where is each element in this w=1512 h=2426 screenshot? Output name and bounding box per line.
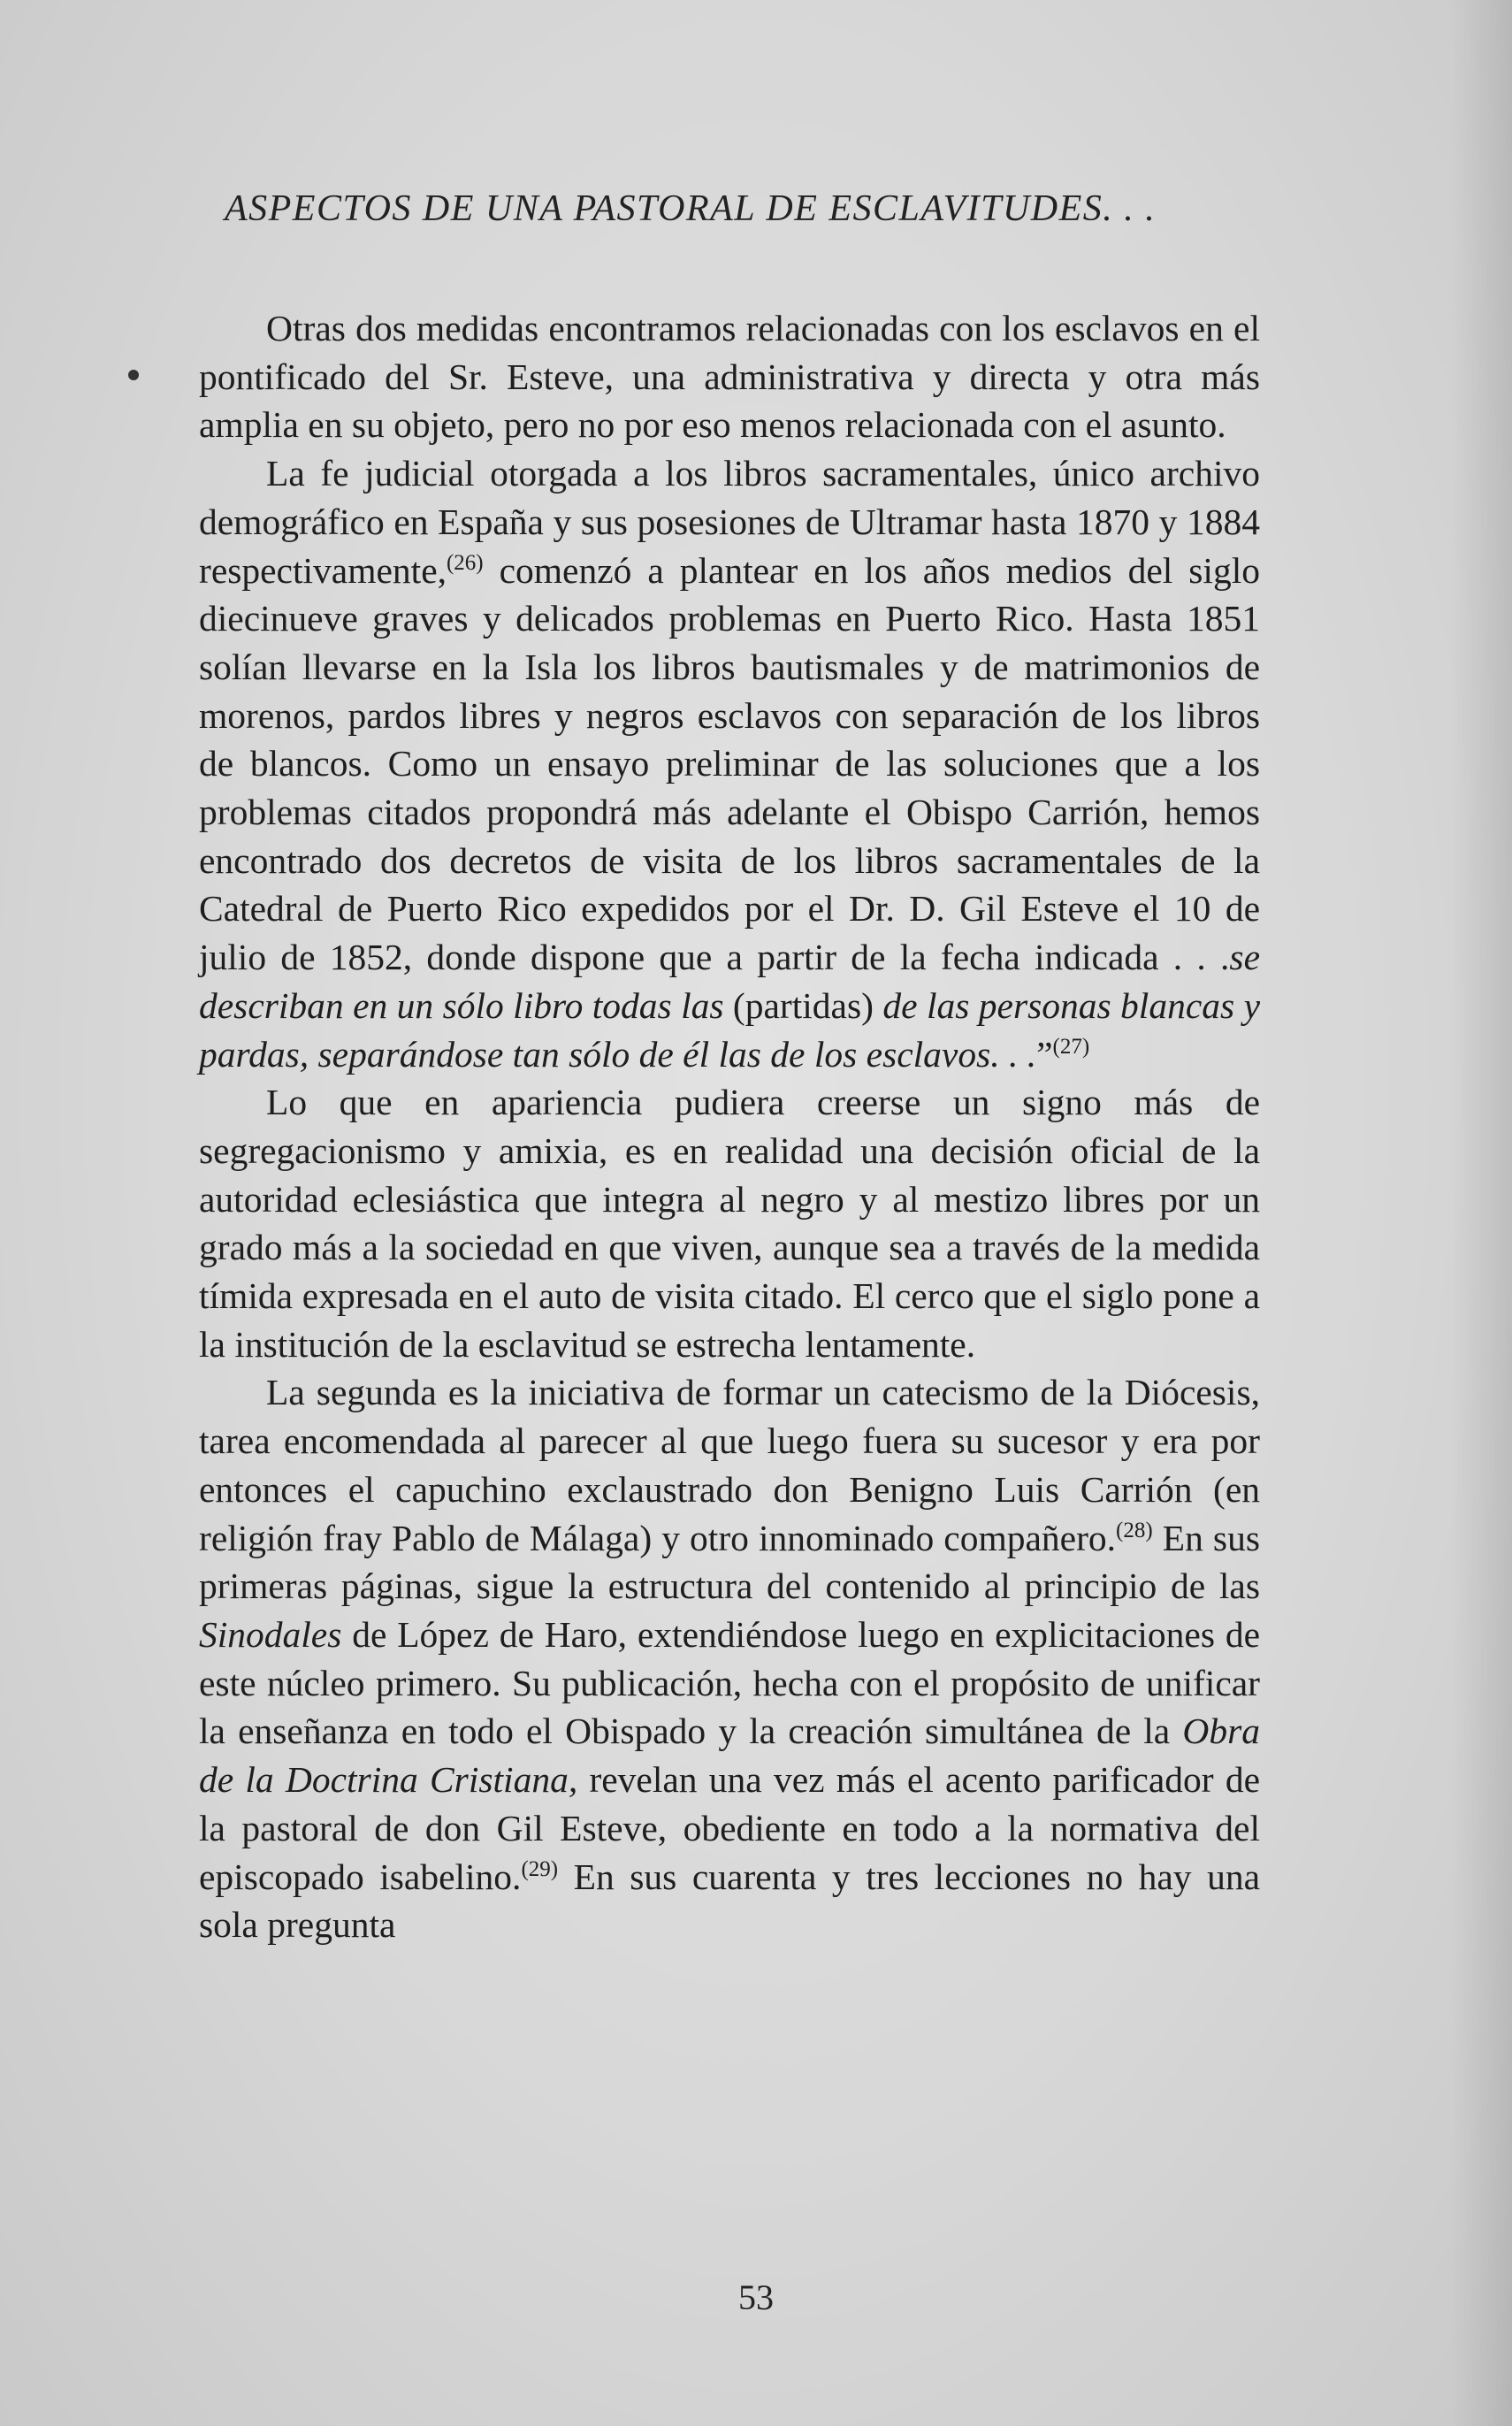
page-number: 53 [738,2277,774,2317]
quote-italic-2: de las personas blancas y pardas, separándose tan sólo de él las de los esclavos. . . [199,984,1260,1075]
footnote-ref-26: (26) [446,550,484,575]
paragraph-2-text-b: comenzó a plantear en los años medios del siglo diecinueve graves y delicados problemas en Puerto Rico. Hasta 1851 solían llevarse en la Isla los libros bautismales y de matrimonios de morenos, pardos libres y negros esclavos con separación de los libros de blancos. Como un ensayo preliminar de las soluciones que a los problemas citados propondrá más adelante el Obispo Carrión, hemos encontrado dos decretos de visita de los libros sacramentales de la Catedral de Puerto Rico expedidos por el Dr. D. Gil Esteve el 10 de julio de 1852, donde dispone que a partir de la fecha indicada . . . [199,549,1260,978]
running-head: ASPECTOS DE UNA PASTORAL DE ESCLAVITUDES. . . [225,188,1157,229]
paragraph-4 [199,1368,1260,1948]
paragraph-4-text-d: de López de Haro, extendiéndose luego en explicitaciones de este núcleo primero. Su publicación, hecha con el propósito de unificar la enseñanza en todo el Obispado y la creación simultánea de la [199,1613,1260,1752]
paragraph-2-text-a: La fe judicial otorgada a los libros sacramentales, único archivo demográfico en España y sus posesiones de Ultramar hasta 1870 y 1884 respectivamente, [199,453,1260,591]
footnote-ref-27: (27) [1052,1034,1090,1059]
paragraph-3: Lo que en apariencia pudiera creerse un signo más de segregacionismo y amixia, es en realidad una decisión oficial de la autoridad eclesiástica que integra al negro y al mestizo libres por un grado más a la sociedad en que viven, aunque sea a través de la medida tímida expresada en el auto de visita citado. El cerco que el siglo pone a la institución de la esclavitud se estrecha lentamente. [199,1082,1260,1365]
paragraph-4-text-g: En sus cuarenta y tres lecciones no hay una sola pregunta [199,1856,1260,1946]
quote-roman-insert: (partidas) [723,984,883,1026]
quote-italic-1: se describan en un sólo libro todas las [199,937,1260,1026]
closing-quote: ” [1036,1033,1053,1075]
footnote-ref-28: (28) [1116,1518,1153,1542]
title-obra-doctrina: Obra de la Doctrina Cristiana, [199,1710,1260,1801]
paragraph-4-text-b: En sus primeras páginas, sigue la estructura del contenido al principio de las [199,1517,1260,1607]
page-edge-shadow [1450,0,1512,2426]
title-sinodales: Sinodales [199,1613,342,1655]
print-speck [128,370,139,380]
paragraph-2 [199,449,1260,1078]
paragraph-4-text-f: revelan una vez más el acento parificador de la pastoral de don Gil Esteve, obediente en todo a la normativa del episcopado isabelino. [199,1759,1260,1897]
paragraph-1: Otras dos medidas encontramos relacionadas con los esclavos en el pontificado del Sr. Esteve, una administrativa y directa y otra más amplia en su objeto, pero no por eso menos relacionada con el asunto. [199,308,1260,446]
paragraph-4-text-a: La segunda es la iniciativa de formar un catecismo de la Diócesis, tarea encomendada al parecer al que luego fuera su sucesor y era por entonces el capuchino exclaustrado don Benigno Luis Carrión (en religión fray Pablo de Málaga) y otro innominado compañero. [199,1372,1260,1558]
body-text [199,304,1260,1949]
footnote-ref-29: (29) [521,1856,559,1881]
